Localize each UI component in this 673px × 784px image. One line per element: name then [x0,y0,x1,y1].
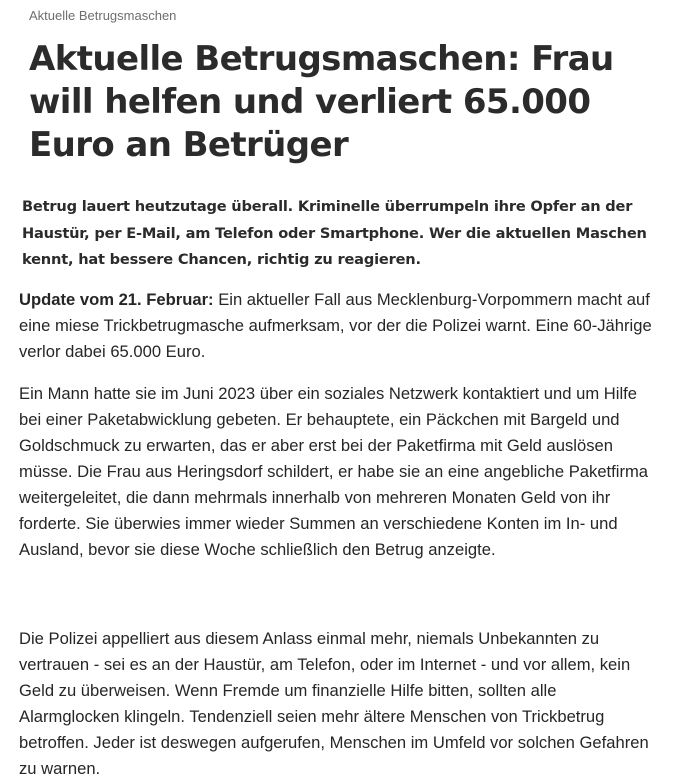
body-paragraph-case: Ein Mann hatte sie im Juni 2023 über ein soziales Netzwerk kontaktiert und um Hilfe bei einer Paketabwicklung gebeten. Er behauptete, ein Päckchen mit Bargeld und Goldschmuck zu erwarten, das er aber erst bei der Paketfirma mit Geld auslösen müsse. Die Frau aus Heringsdorf schildert, er habe sie an eine angebliche Paketfirma weitergeleitet, die dann mehrmals innerhalb von mehreren Monaten Geld von ihr forderte. Sie überwies immer wieder Summen an verschiedene Konten im In- und Ausland, bevor sie diese Woche schließlich den Betrug anzeigte. [19,384,649,559]
update-label: Update vom 21. Februar: [19,290,214,309]
update-paragraph [19,287,659,365]
body-paragraph-police-appeal: Die Polizei appelliert aus diesem Anlass einmal mehr, niemals Unbekannten zu vertrauen - sei es an der Haustür, am Telefon, oder im Internet - und vor allem, kein Geld zu überweisen. Wenn Fremde um finanzielle Hilfe bitten, sollten alle Alarmglocken klingeln. Tendenziell seien mehr ältere Menschen von Trickbetrug betroffen. Jeder ist deswegen aufgerufen, Menschen im Umfeld vor solchen Gefahren zu warnen. [19,629,649,778]
article-lead: Betrug lauert heutzutage überall. Kriminelle überrumpeln ihre Opfer an der Haustür, per E-Mail, am Telefon oder Smartphone. Wer die aktuellen Maschen kennt, hat bessere Chancen, richtig zu reagieren. [22,198,647,268]
breadcrumb-link[interactable]: Aktuelle Betrugsmaschen [29,8,177,23]
update-text: Ein aktueller Fall aus Mecklenburg-Vorpommern macht auf eine miese Trickbetrugmasche aufmerksam, vor der die Polizei warnt. Eine 60-Jährige verlor dabei 65.000 Euro. [19,290,652,361]
article-headline: Aktuelle Betrugsmaschen: Frau will helfen und verliert 65.000 Euro an Betrüger [29,39,614,165]
